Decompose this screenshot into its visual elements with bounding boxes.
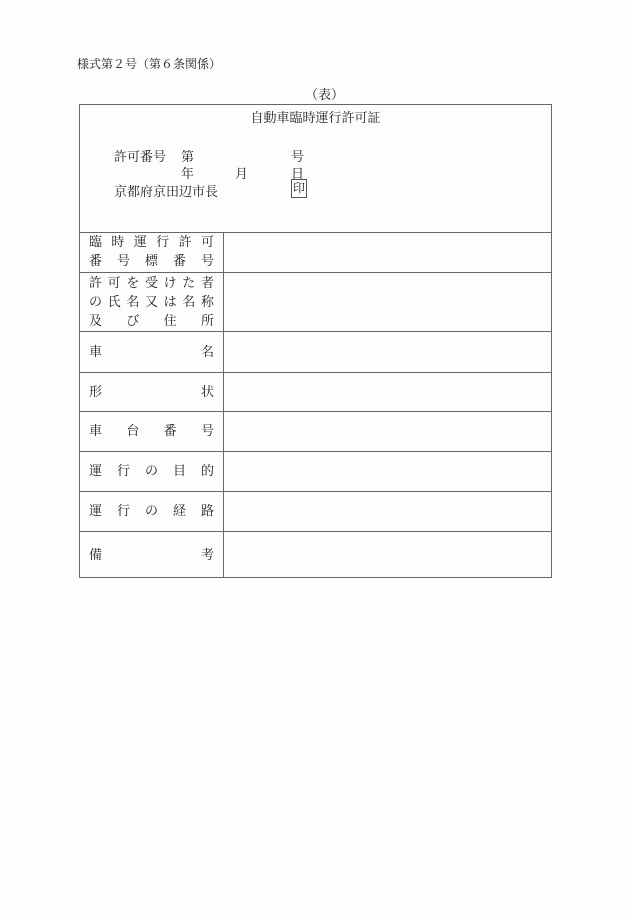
row-label	[80, 332, 224, 372]
table-row-operation-route	[80, 492, 551, 532]
label-char: 許	[178, 235, 192, 250]
label-char: 運	[89, 504, 103, 519]
label-char: 経	[172, 504, 186, 519]
label-char: 車	[89, 424, 103, 439]
table-row-permit-holder	[80, 273, 551, 332]
label-char: 車	[89, 344, 103, 360]
row-label	[80, 273, 224, 331]
table-row-temp-plate-number	[80, 232, 551, 273]
label-line	[89, 343, 214, 362]
label-char: 所	[200, 313, 214, 329]
permit-table	[79, 104, 552, 578]
table-row-operation-purpose	[80, 452, 551, 492]
label-char: 標	[144, 254, 158, 269]
label-char: 号	[200, 254, 214, 269]
table-row-chassis-number	[80, 412, 551, 452]
date-month: 月	[235, 167, 249, 182]
label-char: 台	[126, 424, 140, 439]
label-char: 受	[144, 275, 158, 291]
label-char: 及	[89, 313, 103, 329]
label-char: 路	[200, 504, 214, 519]
table-row-vehicle-name	[80, 332, 551, 373]
label-char: 号	[116, 254, 130, 269]
label-line	[89, 274, 214, 293]
row-label	[80, 373, 224, 411]
label-line	[89, 422, 214, 441]
label-line	[89, 293, 214, 312]
date-year: 年	[181, 167, 195, 182]
permit-number-label: 許可番号	[114, 150, 167, 165]
label-char: 状	[200, 384, 214, 400]
label-char: の	[144, 504, 158, 519]
permit-header	[80, 105, 551, 233]
row-value-field[interactable]	[224, 452, 551, 491]
label-char: 号	[200, 424, 214, 439]
document-title: 自動車臨時運行許可証	[250, 111, 381, 126]
label-char: た	[182, 275, 196, 291]
label-char: 名	[126, 294, 140, 310]
seal-stamp-box: 印	[291, 179, 307, 198]
label-char: 名	[200, 344, 214, 360]
label-char: 的	[200, 464, 214, 479]
label-char: 臨	[89, 235, 103, 250]
label-char: 運	[133, 235, 147, 250]
label-char: 可	[107, 275, 121, 291]
label-char: 目	[172, 464, 186, 479]
form-number-label: 様式第２号（第６条関係）	[77, 57, 222, 71]
label-char: 形	[89, 384, 103, 400]
label-char: 又	[144, 294, 158, 310]
row-label	[80, 532, 224, 578]
label-line	[89, 383, 214, 402]
label-char: の	[144, 464, 158, 479]
label-line	[89, 502, 214, 521]
label-char: 可	[200, 235, 214, 250]
label-char: を	[126, 275, 140, 291]
permit-number-prefix: 第	[181, 150, 195, 165]
label-char: 番	[172, 254, 186, 269]
table-row-remarks	[80, 532, 551, 578]
label-char: 考	[200, 547, 214, 563]
front-side-label: （表）	[305, 88, 345, 103]
label-char: 氏	[107, 294, 121, 310]
row-value-field[interactable]	[224, 232, 551, 272]
label-char: 運	[89, 464, 103, 479]
label-char: 名	[182, 294, 196, 310]
label-line	[89, 546, 214, 565]
label-line	[89, 312, 214, 331]
label-char: 番	[89, 254, 103, 269]
label-line	[89, 462, 214, 481]
date-day: 日	[291, 167, 305, 182]
row-value-field[interactable]	[224, 373, 551, 411]
row-label	[80, 492, 224, 531]
permit-number-suffix: 号	[291, 150, 305, 165]
label-char: び	[126, 313, 140, 329]
label-line	[89, 233, 214, 252]
label-char: 許	[89, 275, 103, 291]
label-char: の	[89, 294, 103, 310]
row-value-field[interactable]	[224, 492, 551, 531]
row-value-field[interactable]	[224, 332, 551, 372]
row-value-field[interactable]	[224, 532, 551, 578]
table-row-vehicle-shape	[80, 373, 551, 412]
label-char: 行	[116, 464, 130, 479]
label-char: 番	[163, 424, 177, 439]
label-char: 称	[200, 294, 214, 310]
issuer-name: 京都府京田辺市長	[114, 185, 219, 200]
label-char: 時	[111, 235, 125, 250]
label-char: 行	[116, 504, 130, 519]
row-label	[80, 232, 224, 272]
row-label	[80, 412, 224, 451]
label-char: は	[163, 294, 177, 310]
label-char: 備	[89, 547, 103, 563]
row-value-field[interactable]	[224, 273, 551, 331]
label-line	[89, 252, 214, 271]
row-value-field[interactable]	[224, 412, 551, 451]
row-label	[80, 452, 224, 491]
label-char: け	[163, 275, 177, 291]
label-char: 者	[200, 275, 214, 291]
label-char: 行	[156, 235, 170, 250]
label-char: 住	[163, 313, 177, 329]
